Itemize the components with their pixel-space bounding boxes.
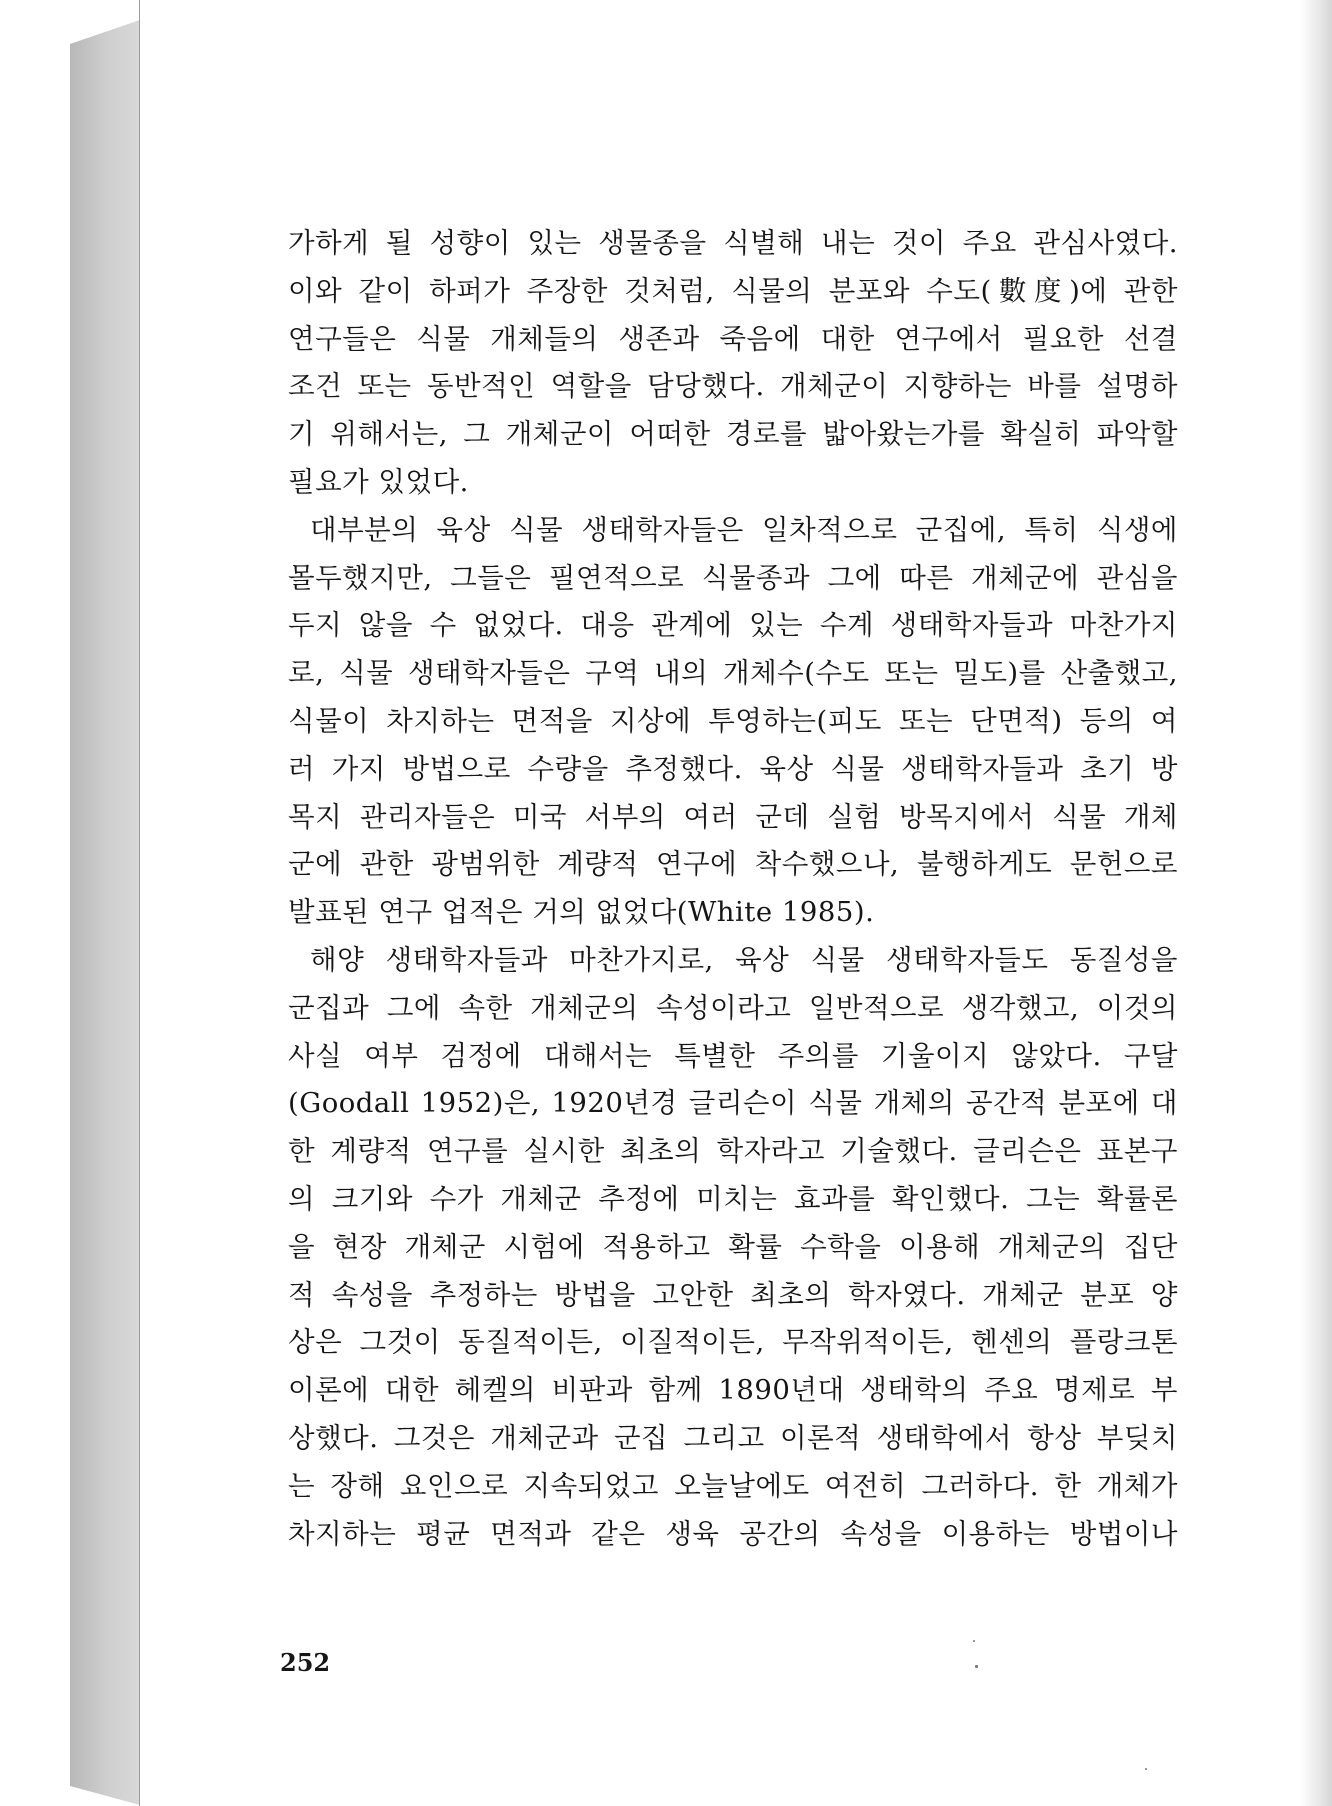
text-line: 대부분의 육상 식물 생태학자들은 일차적으로 군집에, 특히 식생에 xyxy=(310,513,1178,546)
text-line: 조건 또는 동반적인 역할을 담당했다. 개체군이 지향하는 바를 설명하 xyxy=(288,370,1178,403)
page-right-shadow xyxy=(1300,0,1332,1806)
text-line: 적 속성을 추정하는 방법을 고안한 최초의 학자였다. 개체군 분포 양 xyxy=(288,1278,1178,1311)
text-line: 을 현장 개체군 시험에 적용하고 확률 수학을 이용해 개체군의 집단 xyxy=(288,1230,1178,1263)
text-line: 군집과 그에 속한 개체군의 속성이라고 일반적으로 생각했고, 이것의 xyxy=(288,991,1178,1024)
text-line: 가하게 될 성향이 있는 생물종을 식별해 내는 것이 주요 관심사였다. xyxy=(288,227,1178,259)
text-line: 몰두했지만, 그들은 필연적으로 식물종과 그에 따른 개체군에 관심을 xyxy=(288,561,1178,594)
text-line: 상했다. 그것은 개체군과 군집 그리고 이론적 생태학에서 항상 부딪치 xyxy=(288,1421,1178,1454)
text-line: 목지 관리자들은 미국 서부의 여러 군데 실험 방목지에서 식물 개체 xyxy=(288,800,1178,833)
text-line: 사실 여부 검정에 대해서는 특별한 주의를 기울이지 않았다. 구달 xyxy=(288,1039,1178,1072)
text-line: 이론에 대한 헤켈의 비판과 함께 1890년대 생태학의 주요 명제로 부 xyxy=(288,1374,1178,1407)
page-number: 252 xyxy=(280,1648,331,1677)
text-line: 이와 같이 하퍼가 주장한 것처럼, 식물의 분포와 수도(數度)에 관한 xyxy=(288,274,1178,307)
text-line: 군에 관한 광범위한 계량적 연구에 착수했으나, 불행하게도 문헌으로 xyxy=(288,848,1178,881)
text-line: (Goodall 1952)은, 1920년경 글리슨이 식물 개체의 공간적 분포에 대 xyxy=(288,1087,1178,1120)
text-line: 의 크기와 수가 개체군 추정에 미치는 효과를 확인했다. 그는 확률론 xyxy=(288,1182,1178,1215)
paper-speck xyxy=(975,1665,978,1668)
paper-speck xyxy=(973,1640,975,1642)
text-line: 발표된 연구 업적은 거의 없었다(White 1985). xyxy=(288,896,875,929)
text-line: 연구들은 식물 개체들의 생존과 죽음에 대한 연구에서 필요한 선결 xyxy=(288,322,1178,355)
text-line: 러 가지 방법으로 수량을 추정했다. 육상 식물 생태학자들과 초기 방 xyxy=(288,752,1178,785)
text-line: 식물이 차지하는 면적을 지상에 투영하는(피도 또는 단면적) 등의 여 xyxy=(288,704,1178,737)
text-line: 상은 그것이 동질적이든, 이질적이든, 무작위적이든, 헨센의 플랑크톤 xyxy=(288,1326,1178,1359)
paper-speck xyxy=(1145,1768,1147,1770)
text-line: 차지하는 평균 면적과 같은 생육 공간의 속성을 이용하는 방법이나 xyxy=(288,1517,1178,1550)
text-line: 한 계량적 연구를 실시한 최초의 학자라고 기술했다. 글리슨은 표본구 xyxy=(288,1135,1178,1168)
text-line: 해양 생태학자들과 마찬가지로, 육상 식물 생태학자들도 동질성을 xyxy=(310,943,1178,976)
book-spine xyxy=(70,20,140,1805)
text-line: 는 장해 요인으로 지속되었고 오늘날에도 여전히 그러하다. 한 개체가 xyxy=(288,1469,1178,1502)
text-line: 기 위해서는, 그 개체군이 어떠한 경로를 밟아왔는가를 확실히 파악할 xyxy=(288,418,1178,451)
page-left-edge xyxy=(139,0,140,1806)
text-line: 로, 식물 생태학자들은 구역 내의 개체수(수도 또는 밀도)를 산출했고, xyxy=(288,657,1178,690)
text-line: 두지 않을 수 없었다. 대응 관계에 있는 수계 생태학자들과 마찬가지 xyxy=(288,609,1178,642)
text-line: 필요가 있었다. xyxy=(288,465,469,498)
body-text xyxy=(288,220,1178,1558)
